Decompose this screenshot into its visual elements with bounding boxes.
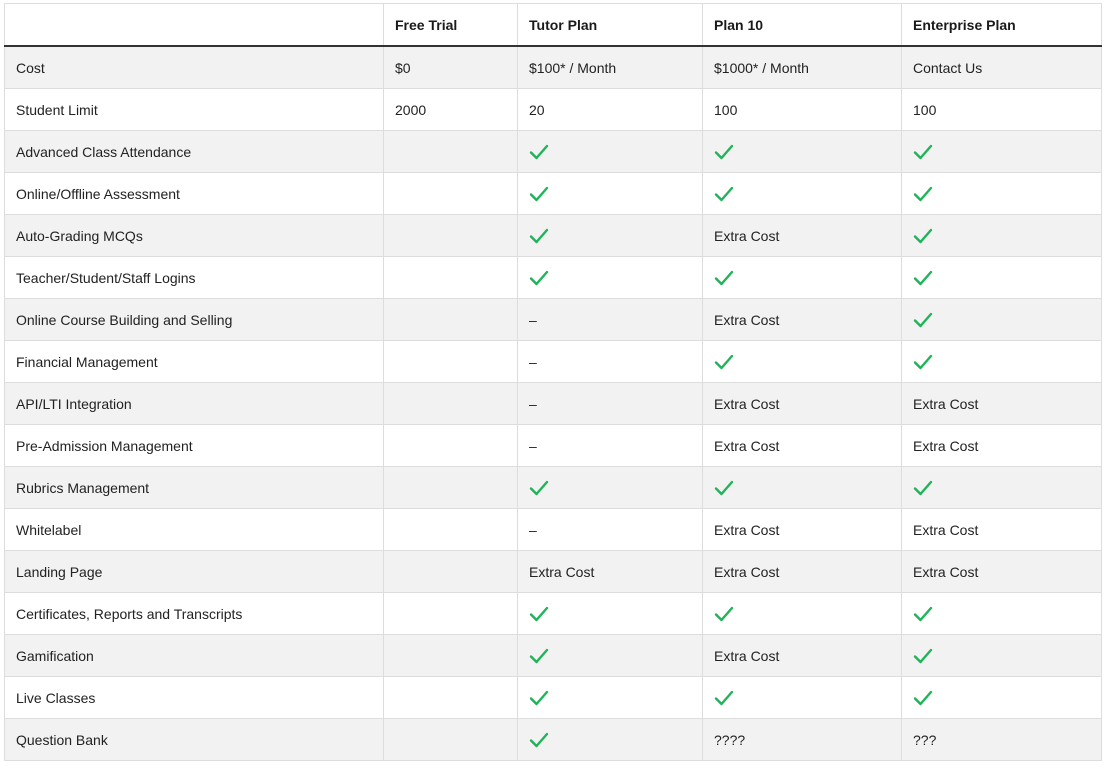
cell-value: ???? <box>714 731 746 748</box>
checkmark-icon <box>714 269 734 287</box>
cell-value: Extra Cost <box>714 395 780 412</box>
cell-free-trial <box>384 257 518 299</box>
checkmark-icon <box>529 185 549 203</box>
table-row <box>5 89 1102 131</box>
table-body <box>5 46 1102 761</box>
cell-plan-10 <box>703 383 902 425</box>
feature-cell: Financial Management <box>5 341 384 383</box>
checkmark-icon <box>714 479 734 497</box>
feature-cell: Live Classes <box>5 677 384 719</box>
cell-free-trial <box>384 131 518 173</box>
feature-cell: Gamification <box>5 635 384 677</box>
cell-plan-10 <box>703 46 902 89</box>
cell-tutor-plan <box>518 341 703 383</box>
checkmark-icon <box>913 269 933 287</box>
cell-free-trial <box>384 299 518 341</box>
header-tutor-plan: Tutor Plan <box>518 4 703 47</box>
cell-free-trial <box>384 425 518 467</box>
cell-free-trial <box>384 341 518 383</box>
cell-enterprise-plan <box>902 341 1102 383</box>
cell-free-trial <box>384 215 518 257</box>
table-row <box>5 131 1102 173</box>
cell-value: $100* / Month <box>529 59 617 76</box>
checkmark-icon <box>913 311 933 329</box>
cell-value: $0 <box>395 59 411 76</box>
pricing-comparison <box>4 3 1101 761</box>
checkmark-icon <box>913 143 933 161</box>
table-row <box>5 173 1102 215</box>
checkmark-icon <box>529 731 549 749</box>
cell-plan-10 <box>703 173 902 215</box>
cell-free-trial <box>384 635 518 677</box>
cell-enterprise-plan <box>902 677 1102 719</box>
table-row <box>5 509 1102 551</box>
cell-free-trial <box>384 593 518 635</box>
cell-tutor-plan <box>518 719 703 761</box>
cell-tutor-plan <box>518 593 703 635</box>
table-row <box>5 341 1102 383</box>
table-row <box>5 383 1102 425</box>
cell-free-trial <box>384 719 518 761</box>
cell-enterprise-plan <box>902 551 1102 593</box>
cell-plan-10 <box>703 425 902 467</box>
cell-value: Extra Cost <box>913 521 979 538</box>
cell-free-trial <box>384 467 518 509</box>
cell-value: Extra Cost <box>529 563 595 580</box>
checkmark-icon <box>529 227 549 245</box>
cell-tutor-plan <box>518 131 703 173</box>
cell-value: 2000 <box>395 101 427 118</box>
checkmark-icon <box>913 479 933 497</box>
cell-tutor-plan <box>518 383 703 425</box>
cell-enterprise-plan <box>902 173 1102 215</box>
cell-tutor-plan <box>518 677 703 719</box>
checkmark-icon <box>529 143 549 161</box>
cell-free-trial <box>384 509 518 551</box>
feature-cell: Rubrics Management <box>5 467 384 509</box>
feature-cell: Online/Offline Assessment <box>5 173 384 215</box>
feature-cell: Teacher/Student/Staff Logins <box>5 257 384 299</box>
feature-cell: Student Limit <box>5 89 384 131</box>
cell-plan-10 <box>703 719 902 761</box>
checkmark-icon <box>913 227 933 245</box>
cell-value: 100 <box>714 101 738 118</box>
checkmark-icon <box>529 647 549 665</box>
cell-tutor-plan <box>518 635 703 677</box>
cell-enterprise-plan <box>902 635 1102 677</box>
cell-value: Extra Cost <box>714 437 780 454</box>
cell-tutor-plan <box>518 551 703 593</box>
cell-plan-10 <box>703 215 902 257</box>
checkmark-icon <box>913 689 933 707</box>
cell-value: Extra Cost <box>714 311 780 328</box>
header-plan-10: Plan 10 <box>703 4 902 47</box>
cell-plan-10 <box>703 341 902 383</box>
cell-value: Extra Cost <box>913 437 979 454</box>
cell-free-trial <box>384 46 518 89</box>
cell-value: Extra Cost <box>714 521 780 538</box>
feature-cell: Advanced Class Attendance <box>5 131 384 173</box>
checkmark-icon <box>714 689 734 707</box>
cell-enterprise-plan <box>902 719 1102 761</box>
table-row <box>5 593 1102 635</box>
table-row <box>5 467 1102 509</box>
cell-plan-10 <box>703 677 902 719</box>
checkmark-icon <box>714 605 734 623</box>
cell-value: 20 <box>529 101 545 118</box>
table-row <box>5 635 1102 677</box>
table-row <box>5 551 1102 593</box>
feature-cell: Auto-Grading MCQs <box>5 215 384 257</box>
feature-cell: API/LTI Integration <box>5 383 384 425</box>
cell-free-trial <box>384 173 518 215</box>
cell-enterprise-plan <box>902 89 1102 131</box>
cell-enterprise-plan <box>902 46 1102 89</box>
table-row <box>5 257 1102 299</box>
checkmark-icon <box>529 479 549 497</box>
cell-value: Extra Cost <box>714 647 780 664</box>
checkmark-icon <box>529 605 549 623</box>
cell-plan-10 <box>703 131 902 173</box>
cell-enterprise-plan <box>902 425 1102 467</box>
not-available-dash: – <box>529 311 537 328</box>
cell-plan-10 <box>703 551 902 593</box>
not-available-dash: – <box>529 395 537 412</box>
cell-plan-10 <box>703 509 902 551</box>
header-enterprise-plan: Enterprise Plan <box>902 4 1102 47</box>
checkmark-icon <box>913 353 933 371</box>
cell-plan-10 <box>703 635 902 677</box>
table-row <box>5 46 1102 89</box>
feature-cell: Cost <box>5 46 384 89</box>
table-row <box>5 299 1102 341</box>
cell-value: Extra Cost <box>714 563 780 580</box>
cell-value: Contact Us <box>913 59 983 76</box>
cell-tutor-plan <box>518 46 703 89</box>
checkmark-icon <box>913 647 933 665</box>
cell-plan-10 <box>703 467 902 509</box>
table-row <box>5 425 1102 467</box>
checkmark-icon <box>913 185 933 203</box>
cell-tutor-plan <box>518 215 703 257</box>
cell-free-trial <box>384 383 518 425</box>
cell-enterprise-plan <box>902 509 1102 551</box>
cell-free-trial <box>384 551 518 593</box>
cell-value: Extra Cost <box>714 227 780 244</box>
table-row <box>5 719 1102 761</box>
feature-cell: Whitelabel <box>5 509 384 551</box>
cell-value: $1000* / Month <box>714 59 809 76</box>
cell-free-trial <box>384 89 518 131</box>
cell-plan-10 <box>703 299 902 341</box>
cell-tutor-plan <box>518 89 703 131</box>
checkmark-icon <box>714 185 734 203</box>
cell-plan-10 <box>703 257 902 299</box>
header-feature <box>5 4 384 47</box>
cell-enterprise-plan <box>902 299 1102 341</box>
cell-value: Extra Cost <box>913 563 979 580</box>
cell-tutor-plan <box>518 299 703 341</box>
not-available-dash: – <box>529 353 537 370</box>
feature-cell: Online Course Building and Selling <box>5 299 384 341</box>
feature-cell: Pre-Admission Management <box>5 425 384 467</box>
checkmark-icon <box>714 143 734 161</box>
cell-tutor-plan <box>518 257 703 299</box>
checkmark-icon <box>913 605 933 623</box>
cell-value: ??? <box>913 731 937 748</box>
cell-value: Extra Cost <box>913 395 979 412</box>
checkmark-icon <box>714 353 734 371</box>
table-row <box>5 215 1102 257</box>
table-row <box>5 677 1102 719</box>
feature-cell: Certificates, Reports and Transcripts <box>5 593 384 635</box>
cell-enterprise-plan <box>902 383 1102 425</box>
cell-tutor-plan <box>518 467 703 509</box>
not-available-dash: – <box>529 521 537 538</box>
cell-tutor-plan <box>518 509 703 551</box>
header-free-trial: Free Trial <box>384 4 518 47</box>
pricing-table <box>4 3 1102 761</box>
table-header <box>5 4 1102 47</box>
cell-tutor-plan <box>518 425 703 467</box>
cell-enterprise-plan <box>902 257 1102 299</box>
header-row <box>5 4 1102 47</box>
cell-enterprise-plan <box>902 593 1102 635</box>
checkmark-icon <box>529 269 549 287</box>
checkmark-icon <box>529 689 549 707</box>
feature-cell: Landing Page <box>5 551 384 593</box>
cell-free-trial <box>384 677 518 719</box>
cell-plan-10 <box>703 89 902 131</box>
cell-tutor-plan <box>518 173 703 215</box>
cell-enterprise-plan <box>902 215 1102 257</box>
cell-enterprise-plan <box>902 467 1102 509</box>
feature-cell: Question Bank <box>5 719 384 761</box>
cell-value: 100 <box>913 101 937 118</box>
not-available-dash: – <box>529 437 537 454</box>
cell-plan-10 <box>703 593 902 635</box>
cell-enterprise-plan <box>902 131 1102 173</box>
